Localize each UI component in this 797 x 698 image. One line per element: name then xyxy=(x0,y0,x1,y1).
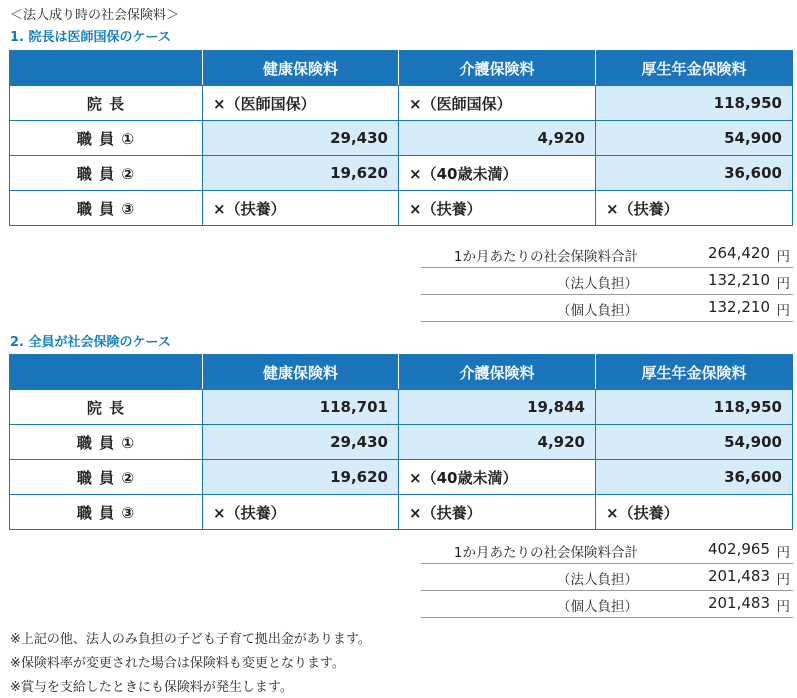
table-cell: 36,600 xyxy=(596,460,793,495)
table-cell: ×（扶養） xyxy=(399,495,596,530)
table-cell: ×（扶養） xyxy=(399,191,596,226)
summary-corporate-row xyxy=(421,564,793,591)
note-line: ※保険料率が変更された場合は保険料も変更となります。 xyxy=(10,656,345,671)
table-cell: 19,844 xyxy=(399,390,596,425)
section-1-table xyxy=(9,50,793,226)
summary-value: 201,483 xyxy=(707,567,770,585)
table-row xyxy=(10,86,793,121)
summary-label: （法人負担） xyxy=(557,572,638,588)
summary-total-row xyxy=(421,241,793,268)
table-header-row xyxy=(10,355,793,390)
table-cell: ×（扶養） xyxy=(203,191,399,226)
note-line: ※上記の他、法人のみ負担の子ども子育て拠出金があります。 xyxy=(10,632,371,647)
header-health-insurance: 健康保険料 xyxy=(203,51,399,86)
page-title: ＜法人成り時の社会保険料＞ xyxy=(10,8,180,23)
row-label-staff-1: 職 員 ① xyxy=(10,425,203,460)
table-cell: ×（40歳未満） xyxy=(399,460,596,495)
table-cell: 4,920 xyxy=(399,425,596,460)
table-cell: ×（医師国保） xyxy=(399,86,596,121)
section-1-title: 1. 院長は医師国保のケース xyxy=(10,30,171,45)
row-label-staff-3: 職 員 ③ xyxy=(10,191,203,226)
section-2-table xyxy=(9,354,793,530)
summary-unit: 円 xyxy=(776,276,790,292)
summary-personal-row xyxy=(421,295,793,322)
table-row xyxy=(10,156,793,191)
section-2-title: 2. 全員が社会保険のケース xyxy=(10,335,171,350)
table-cell: 118,950 xyxy=(596,390,793,425)
table-cell: 36,600 xyxy=(596,156,793,191)
table-row xyxy=(10,460,793,495)
summary-value: 201,483 xyxy=(707,594,770,612)
header-corner xyxy=(10,51,203,86)
summary-unit: 円 xyxy=(776,572,790,588)
table-cell: ×（扶養） xyxy=(203,495,399,530)
table-cell: ×（40歳未満） xyxy=(399,156,596,191)
summary-personal-row xyxy=(421,591,793,618)
table-cell: 118,950 xyxy=(596,86,793,121)
summary-total-row xyxy=(421,537,793,564)
summary-value: 132,210 xyxy=(707,271,770,289)
table-cell: 54,900 xyxy=(596,425,793,460)
table-row xyxy=(10,495,793,530)
table-cell: 19,620 xyxy=(203,156,399,191)
header-nursing-insurance: 介護保険料 xyxy=(399,355,596,390)
table-cell: ×（扶養） xyxy=(596,191,793,226)
table-row xyxy=(10,191,793,226)
header-corner xyxy=(10,355,203,390)
summary-label: （個人負担） xyxy=(557,303,638,319)
summary-unit: 円 xyxy=(776,303,790,319)
table-cell: 4,920 xyxy=(399,121,596,156)
section-1-summary xyxy=(421,241,793,322)
table-row xyxy=(10,390,793,425)
header-pension-insurance: 厚生年金保険料 xyxy=(596,355,793,390)
summary-unit: 円 xyxy=(776,545,790,561)
table-row xyxy=(10,121,793,156)
summary-label: 1か月あたりの社会保険料合計 xyxy=(453,545,638,561)
summary-value: 402,965 xyxy=(707,540,770,558)
table-cell: 29,430 xyxy=(203,425,399,460)
summary-corporate-row xyxy=(421,268,793,295)
table-row xyxy=(10,425,793,460)
row-label-staff-3: 職 員 ③ xyxy=(10,495,203,530)
header-health-insurance: 健康保険料 xyxy=(203,355,399,390)
section-2-summary xyxy=(421,537,793,618)
table-cell: 118,701 xyxy=(203,390,399,425)
note-line: ※賞与を支給したときにも保険料が発生します。 xyxy=(10,680,293,695)
table-cell: 54,900 xyxy=(596,121,793,156)
summary-label: 1か月あたりの社会保険料合計 xyxy=(453,249,638,265)
summary-value: 264,420 xyxy=(707,244,770,262)
row-label-staff-1: 職 員 ① xyxy=(10,121,203,156)
summary-label: （個人負担） xyxy=(557,599,638,615)
table-cell: 29,430 xyxy=(203,121,399,156)
row-label-staff-2: 職 員 ② xyxy=(10,156,203,191)
row-label-staff-2: 職 員 ② xyxy=(10,460,203,495)
row-label-director: 院 長 xyxy=(10,390,203,425)
header-pension-insurance: 厚生年金保険料 xyxy=(596,51,793,86)
table-cell: ×（扶養） xyxy=(596,495,793,530)
table-cell: ×（医師国保） xyxy=(203,86,399,121)
summary-value: 132,210 xyxy=(707,298,770,316)
table-cell: 19,620 xyxy=(203,460,399,495)
summary-label: （法人負担） xyxy=(557,276,638,292)
row-label-director: 院 長 xyxy=(10,86,203,121)
summary-unit: 円 xyxy=(776,249,790,265)
table-header-row xyxy=(10,51,793,86)
header-nursing-insurance: 介護保険料 xyxy=(399,51,596,86)
summary-unit: 円 xyxy=(776,599,790,615)
